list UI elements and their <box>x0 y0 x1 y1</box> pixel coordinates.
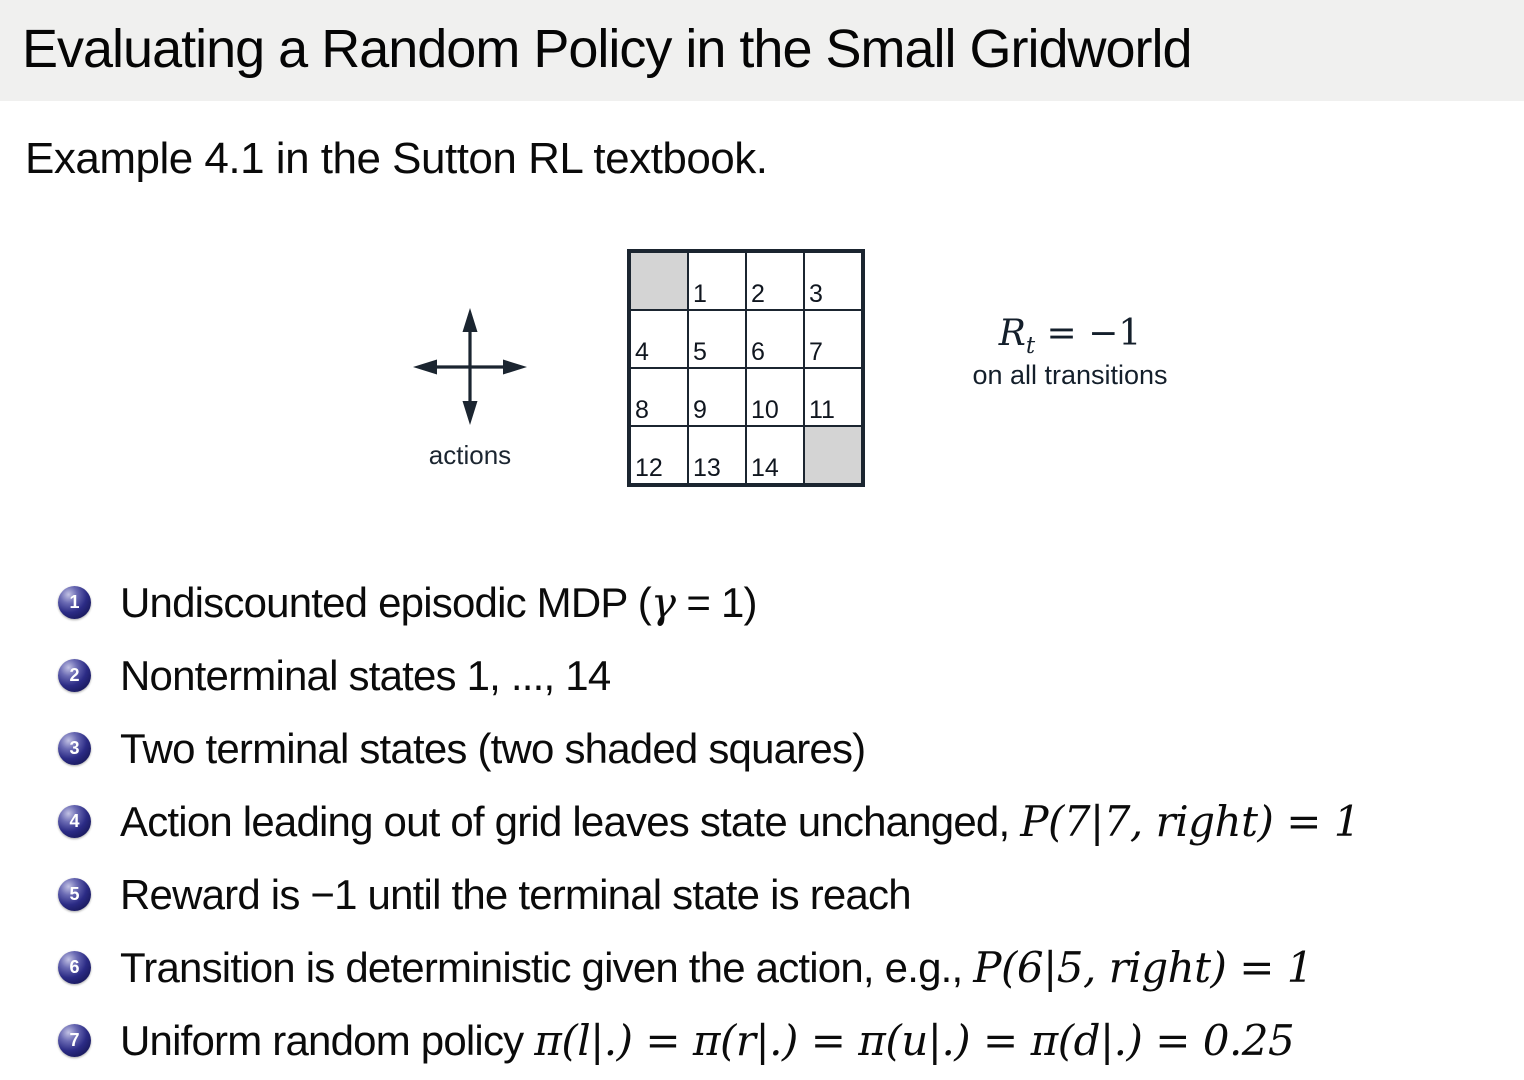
list-item-3 <box>58 712 1518 785</box>
item-number-badge: 4 <box>58 805 91 838</box>
grid-cell-10 <box>746 368 804 426</box>
subtitle: Example 4.1 in the Sutton RL textbook. <box>25 134 768 183</box>
grid-cell-2 <box>746 252 804 310</box>
text-segment: Uniform random policy <box>120 1017 535 1064</box>
grid-cell-number: 6 <box>751 338 765 366</box>
grid-cell-number: 9 <box>693 396 707 424</box>
grid-cell-number: 4 <box>635 338 649 366</box>
text-segment: Undiscounted episodic MDP ( <box>120 579 651 626</box>
reward-subscript: t <box>1025 333 1036 360</box>
text-segment: Reward is −1 until the terminal state is reach <box>120 870 911 918</box>
text-segment: Action leading out of grid leaves state unchanged, <box>120 798 1021 845</box>
reward-caption: on all transitions <box>972 360 1168 391</box>
grid-cell-3 <box>804 252 862 310</box>
item-text <box>120 943 1313 992</box>
bullet-list <box>58 566 1518 1077</box>
grid-cell-number: 10 <box>751 396 779 424</box>
grid-terminal-cell <box>804 426 862 484</box>
gridworld-grid <box>627 249 865 487</box>
list-item-2 <box>58 639 1518 712</box>
grid-cell-14 <box>746 426 804 484</box>
reward-var: R <box>998 313 1026 354</box>
reward-formula <box>905 314 1235 359</box>
grid-cell-number: 13 <box>693 454 721 482</box>
item-text <box>120 578 757 627</box>
grid-cell-13 <box>688 426 746 484</box>
list-item-7 <box>58 1004 1518 1077</box>
list-item-5 <box>58 858 1518 931</box>
grid-cell-12 <box>630 426 688 484</box>
text-segment: Nonterminal states 1, ..., 14 <box>120 651 611 699</box>
grid-cell-11 <box>804 368 862 426</box>
text-segment: Two terminal states (two shaded squares) <box>120 724 866 772</box>
grid-cell-number: 14 <box>751 454 779 482</box>
list-item-1 <box>58 566 1518 639</box>
text-segment: = 1) <box>675 579 757 626</box>
grid-cell-7 <box>804 310 862 368</box>
item-text <box>120 652 610 700</box>
grid-cell-number: 3 <box>809 280 823 308</box>
item-number-badge: 6 <box>58 951 91 984</box>
math-segment: P(6|5, right) = 1 <box>973 943 1314 992</box>
slide-title: Evaluating a Random Policy in the Small Gridworld <box>22 19 1192 79</box>
item-text <box>120 725 865 773</box>
grid-cell-6 <box>746 310 804 368</box>
actions-cross-icon <box>405 300 535 430</box>
item-number-badge: 7 <box>58 1024 91 1057</box>
grid-cell-number: 8 <box>635 396 649 424</box>
math-segment: π(l|.) = π(r|.) = π(u|.) = π(d|.) = 0.25 <box>534 1016 1295 1065</box>
reward-annotation <box>905 314 1235 391</box>
grid-cell-4 <box>630 310 688 368</box>
math-segment: P(7|7, right) = 1 <box>1020 797 1360 846</box>
grid-cell-number: 12 <box>635 454 663 482</box>
grid-cell-5 <box>688 310 746 368</box>
grid-cell-number: 1 <box>693 280 707 308</box>
item-text <box>120 797 1360 846</box>
grid-cell-8 <box>630 368 688 426</box>
item-number-badge: 1 <box>58 586 91 619</box>
item-number-badge: 2 <box>58 659 91 692</box>
item-number-badge: 3 <box>58 732 91 765</box>
grid-cell-1 <box>688 252 746 310</box>
list-item-4 <box>58 785 1518 858</box>
grid-terminal-cell <box>630 252 688 310</box>
item-number-badge: 5 <box>58 878 91 911</box>
actions-label: actions <box>428 440 512 470</box>
item-text <box>120 871 911 919</box>
reward-value: = −1 <box>1035 313 1142 354</box>
grid-cell-number: 2 <box>751 280 765 308</box>
text-segment: Transition is deterministic given the action, e.g., <box>120 944 974 991</box>
title-bar <box>0 0 1524 101</box>
grid-cell-9 <box>688 368 746 426</box>
grid-cell-number: 5 <box>693 338 707 366</box>
grid-cell-number: 11 <box>809 396 835 424</box>
item-text <box>120 1016 1294 1065</box>
grid-cell-number: 7 <box>809 338 823 366</box>
list-item-6 <box>58 931 1518 1004</box>
math-segment: γ <box>650 578 676 627</box>
